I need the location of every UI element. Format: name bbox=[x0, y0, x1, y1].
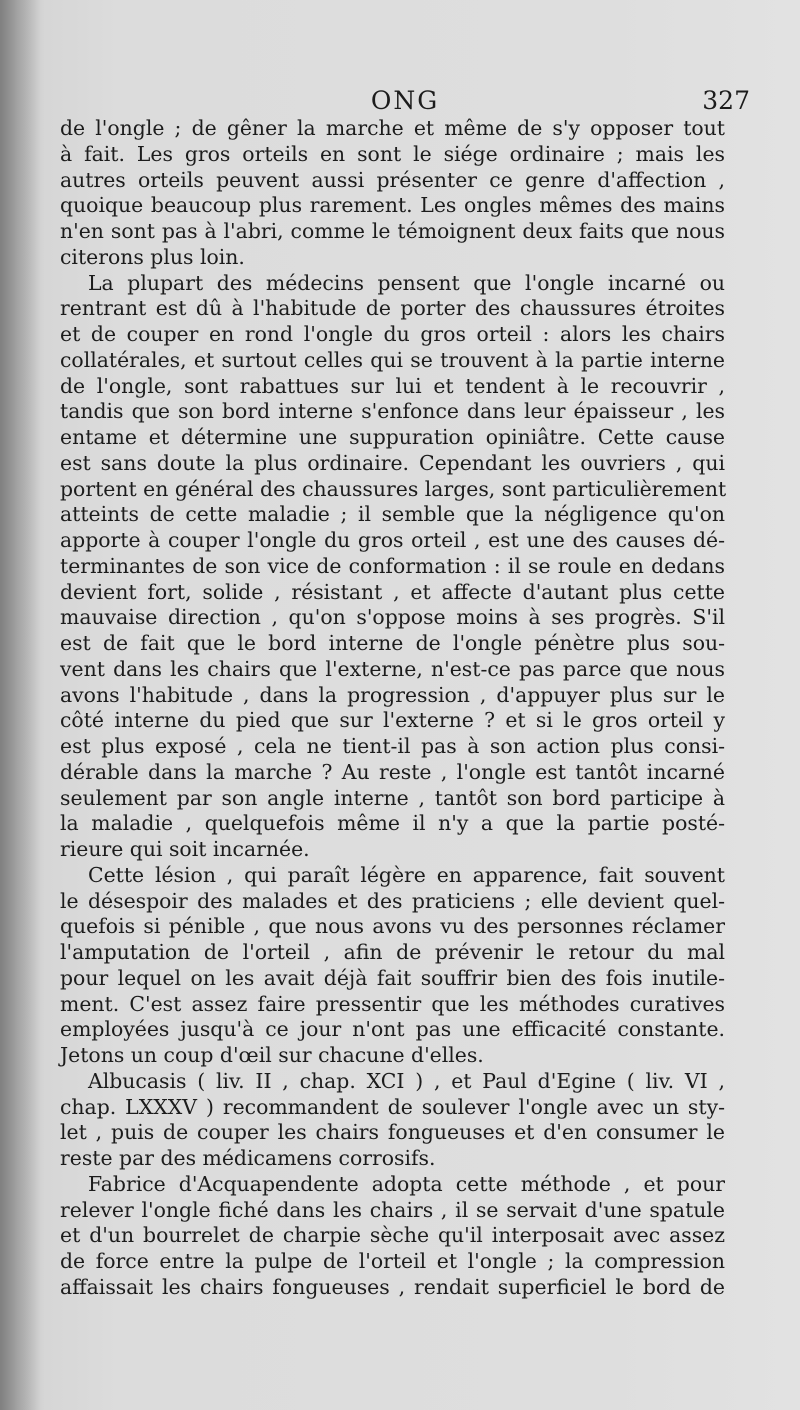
text-line: est sans doute la plus ordinaire. Cependant les ouvriers , qui bbox=[60, 450, 725, 475]
text-line: reste par des médicamens corrosifs. bbox=[60, 1146, 436, 1170]
text-line: côté interne du pied que sur l'externe ? et si le gros orteil y bbox=[60, 708, 725, 733]
text-line: dérable dans la marche ? Au reste , l'ongle est tantôt incarné bbox=[60, 759, 725, 784]
text-line: le désespoir des malades et des praticiens ; elle devient quel- bbox=[60, 888, 725, 913]
text-line: de l'ongle ; de gêner la marche et même de s'y opposer tout bbox=[60, 116, 725, 140]
text-line: de l'ongle, sont rabattues sur lui et tendent à le recouvrir , bbox=[60, 373, 725, 398]
text-line: affaissait les chairs fongueuses , rendait superficiel le bord de bbox=[60, 1274, 725, 1299]
text-line: pour lequel on les avait déjà fait souffrir bien des fois inutile- bbox=[60, 965, 725, 990]
text-line: Fabrice d'Acquapendente adopta cette méthode , et pour bbox=[88, 1171, 725, 1196]
running-head: ONG bbox=[370, 86, 440, 115]
text-line: let , puis de couper les chairs fongueuses et d'en consumer le bbox=[60, 1120, 725, 1145]
text-line: relever l'ongle fiché dans les chairs , il se servait d'une spatule bbox=[60, 1197, 725, 1222]
text-line: tandis que son bord interne s'enfonce dans leur épaisseur , les bbox=[60, 399, 725, 424]
paragraph bbox=[60, 1069, 725, 1172]
text-line: avons l'habitude , dans la progression , d'appuyer plus sur le bbox=[60, 682, 725, 707]
text-line: autres orteils peuvent aussi présenter ce genre d'affection , bbox=[60, 167, 725, 192]
text-line: quefois si pénible , que nous avons vu des personnes réclamer bbox=[60, 914, 725, 939]
text-line: entame et détermine une suppuration opiniâtre. Cette cause bbox=[60, 425, 725, 449]
paragraph bbox=[60, 271, 725, 863]
text-line: à fait. Les gros orteils en sont le siége ordinaire ; mais les bbox=[60, 141, 725, 166]
text-line: la maladie , quelquefois même il n'y a que la partie posté- bbox=[60, 811, 725, 836]
text-line: n'en sont pas à l'abri, comme le témoignent deux faits que nous bbox=[60, 219, 725, 243]
page-header bbox=[60, 86, 750, 120]
body-text bbox=[60, 116, 725, 1301]
text-line: La plupart des médecins pensent que l'ongle incarné ou bbox=[88, 270, 725, 295]
text-line: portent en général des chaussures larges, sont particulièrement bbox=[60, 476, 727, 501]
text-line: et de couper en rond l'ongle du gros orteil : alors les chairs bbox=[60, 322, 725, 346]
text-line: est de fait que le bord interne de l'ongle pénètre plus sou- bbox=[60, 631, 725, 655]
text-line: apporte à couper l'ongle du gros orteil , est une des causes dé- bbox=[60, 528, 725, 552]
paragraph bbox=[60, 116, 725, 271]
text-line: rentrant est dû à l'habitude de porter des chaussures étroites bbox=[60, 296, 725, 321]
text-line: terminantes de son vice de conformation : il se roule en dedans bbox=[60, 553, 725, 578]
page-number: 327 bbox=[702, 86, 750, 115]
text-line: est plus exposé , cela ne tient-il pas à son action plus consi- bbox=[60, 734, 725, 758]
text-line: employées jusqu'à ce jour n'ont pas une efficacité constante. bbox=[60, 1017, 725, 1042]
text-line: rieure qui soit incarnée. bbox=[60, 837, 310, 861]
text-line: seulement par son angle interne , tantôt son bord participe à bbox=[60, 785, 725, 810]
text-line: chap. LXXXV ) recommandent de soulever l'ongle avec un sty- bbox=[60, 1094, 725, 1119]
text-line: Albucasis ( liv. II , chap. XCI ) , et Paul d'Egine ( liv. VI , bbox=[88, 1068, 725, 1093]
text-line: de force entre la pulpe de l'orteil et l'ongle ; la compression bbox=[60, 1249, 725, 1273]
paragraph bbox=[60, 1172, 725, 1301]
text-line: atteints de cette maladie ; il semble que la négligence qu'on bbox=[60, 502, 725, 527]
binding-shadow bbox=[0, 0, 40, 1410]
text-line: et d'un bourrelet de charpie sèche qu'il interposait avec assez bbox=[60, 1223, 725, 1248]
text-line: quoique beaucoup plus rarement. Les ongles mêmes des mains bbox=[60, 193, 725, 218]
text-line: Cette lésion , qui paraît légère en apparence, fait souvent bbox=[88, 862, 725, 887]
text-line: ment. C'est assez faire pressentir que les méthodes curatives bbox=[60, 991, 725, 1016]
text-line: vent dans les chairs que l'externe, n'est-ce pas parce que nous bbox=[60, 656, 725, 681]
text-line: collatérales, et surtout celles qui se trouvent à la partie interne bbox=[60, 347, 725, 372]
text-line: devient fort, solide , résistant , et affecte d'autant plus cette bbox=[60, 579, 725, 604]
text-line: Jetons un coup d'œil sur chacune d'elles. bbox=[60, 1043, 484, 1067]
text-line: l'amputation de l'orteil , afin de prévenir le retour du mal bbox=[60, 940, 725, 964]
paragraph bbox=[60, 863, 725, 1069]
text-line: mauvaise direction , qu'on s'oppose moins à ses progrès. S'il bbox=[60, 605, 725, 630]
text-line: citerons plus loin. bbox=[60, 244, 245, 269]
